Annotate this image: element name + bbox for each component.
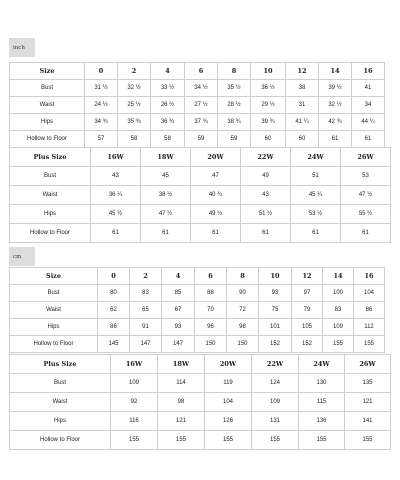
row-label: Hollow to Floor	[10, 131, 85, 148]
table-cell: 121	[345, 393, 391, 412]
plus-size-table-inch	[9, 147, 391, 243]
size-col-2: 2	[118, 63, 151, 80]
table-cell: 44 ¼	[352, 114, 385, 131]
size-col-12: 12	[292, 268, 323, 285]
table-cell: 43	[241, 186, 291, 205]
table-row	[10, 224, 391, 243]
table-header-row	[10, 63, 385, 80]
table-cell: 98	[227, 319, 259, 336]
size-col-4: 4	[162, 268, 195, 285]
row-label: Hips	[10, 412, 111, 431]
plus-size-table-cm	[9, 354, 391, 450]
table-cell: 34 ¾	[85, 114, 118, 131]
table-row	[10, 167, 391, 186]
table-cell: 101	[259, 319, 292, 336]
table-cell: 67	[162, 302, 195, 319]
table-cell: 55 ½	[341, 205, 391, 224]
table-cell: 109	[323, 319, 354, 336]
table-cell: 152	[259, 336, 292, 353]
table-cell: 104	[205, 393, 252, 412]
size-col-20w: 20W	[191, 148, 241, 167]
table-cell: 59	[218, 131, 251, 148]
table-cell: 29 ½	[251, 97, 286, 114]
table-cell: 96	[195, 319, 227, 336]
table-row	[10, 302, 385, 319]
size-col-2: 2	[130, 268, 162, 285]
table-header-row	[10, 148, 391, 167]
size-col-18w: 18W	[141, 148, 191, 167]
table-cell: 38 ¾	[218, 114, 251, 131]
table-cell: 70	[195, 302, 227, 319]
table-cell: 34	[352, 97, 385, 114]
table-cell: 51 ½	[241, 205, 291, 224]
size-col-14: 14	[319, 63, 352, 80]
plus-size-header: Plus Size	[10, 148, 91, 167]
table-cell: 97	[292, 285, 323, 302]
table-cell: 47 ½	[341, 186, 391, 205]
size-col-0: 0	[85, 63, 118, 80]
table-row	[10, 431, 391, 450]
table-cell: 28 ½	[218, 97, 251, 114]
table-cell: 93	[259, 285, 292, 302]
table-cell: 115	[299, 393, 345, 412]
table-cell: 114	[158, 374, 205, 393]
table-cell: 36 ¾	[151, 114, 185, 131]
table-row	[10, 393, 391, 412]
table-cell: 31 ½	[85, 80, 118, 97]
size-col-26w: 26W	[341, 148, 391, 167]
table-row	[10, 205, 391, 224]
size-col-8: 8	[218, 63, 251, 80]
table-cell: 100	[323, 285, 354, 302]
table-cell: 72	[227, 302, 259, 319]
table-cell: 150	[227, 336, 259, 353]
row-label: Hips	[10, 205, 91, 224]
table-cell: 90	[227, 285, 259, 302]
table-cell: 43	[91, 167, 141, 186]
table-cell: 58	[118, 131, 151, 148]
table-cell: 39 ¾	[251, 114, 286, 131]
table-row	[10, 412, 391, 431]
table-cell: 83	[130, 285, 162, 302]
size-col-24w: 24W	[291, 148, 341, 167]
table-cell: 62	[98, 302, 130, 319]
size-col-6: 6	[195, 268, 227, 285]
table-cell: 130	[299, 374, 345, 393]
table-cell: 75	[259, 302, 292, 319]
table-cell: 112	[354, 319, 385, 336]
table-cell: 126	[205, 412, 252, 431]
row-label: Waist	[10, 186, 91, 205]
table-cell: 93	[162, 319, 195, 336]
table-row	[10, 319, 385, 336]
size-col-14: 14	[323, 268, 354, 285]
table-cell: 57	[85, 131, 118, 148]
table-cell: 121	[158, 412, 205, 431]
table-cell: 37 ¾	[185, 114, 218, 131]
table-cell: 61	[91, 224, 141, 243]
table-cell: 45 ½	[91, 205, 141, 224]
table-cell: 32 ½	[118, 80, 151, 97]
row-label: Hollow to Floor	[10, 431, 111, 450]
size-header: Size	[10, 63, 85, 80]
table-cell: 49 ½	[191, 205, 241, 224]
row-label: Hips	[10, 319, 98, 336]
table-cell: 35 ½	[218, 80, 251, 97]
size-col-20w: 20W	[205, 355, 252, 374]
table-row	[10, 285, 385, 302]
table-cell: 38	[286, 80, 319, 97]
table-cell: 119	[205, 374, 252, 393]
table-cell: 47 ½	[141, 205, 191, 224]
table-cell: 27 ½	[185, 97, 218, 114]
table-cell: 41 ¼	[286, 114, 319, 131]
table-row	[10, 97, 385, 114]
plus-size-header: Plus Size	[10, 355, 111, 374]
size-col-6: 6	[185, 63, 218, 80]
table-cell: 124	[252, 374, 299, 393]
table-cell: 86	[98, 319, 130, 336]
row-label: Waist	[10, 393, 111, 412]
table-cell: 59	[185, 131, 218, 148]
table-cell: 32 ½	[319, 97, 352, 114]
row-label: Hollow to Floor	[10, 224, 91, 243]
table-cell: 45	[141, 167, 191, 186]
table-cell: 85	[162, 285, 195, 302]
table-cell: 34 ½	[185, 80, 218, 97]
table-cell: 36 ¼	[91, 186, 141, 205]
table-cell: 136	[299, 412, 345, 431]
size-col-8: 8	[227, 268, 259, 285]
size-col-0: 0	[98, 268, 130, 285]
table-cell: 86	[354, 302, 385, 319]
table-cell: 31	[286, 97, 319, 114]
table-cell: 91	[130, 319, 162, 336]
size-col-18w: 18W	[158, 355, 205, 374]
table-cell: 141	[345, 412, 391, 431]
table-cell: 61	[141, 224, 191, 243]
row-label: Bust	[10, 285, 98, 302]
table-cell: 79	[292, 302, 323, 319]
row-label: Waist	[10, 97, 85, 114]
table-cell: 58	[151, 131, 185, 148]
size-col-26w: 26W	[345, 355, 391, 374]
row-label: Bust	[10, 167, 91, 186]
row-label: Bust	[10, 80, 85, 97]
table-cell: 53 ½	[291, 205, 341, 224]
table-cell: 60	[286, 131, 319, 148]
size-col-10: 10	[259, 268, 292, 285]
table-cell: 53	[341, 167, 391, 186]
unit-label-inch: inch	[9, 38, 35, 57]
table-cell: 39 ½	[319, 80, 352, 97]
table-header-row	[10, 268, 385, 285]
table-cell: 147	[130, 336, 162, 353]
table-cell: 155	[299, 431, 345, 450]
table-cell: 35 ¾	[118, 114, 151, 131]
size-col-22w: 22W	[241, 148, 291, 167]
size-col-16: 16	[352, 63, 385, 80]
table-cell: 150	[195, 336, 227, 353]
table-cell: 47	[191, 167, 241, 186]
size-header: Size	[10, 268, 98, 285]
table-row	[10, 336, 385, 353]
table-cell: 26 ½	[151, 97, 185, 114]
table-cell: 42 ¾	[319, 114, 352, 131]
table-cell: 155	[252, 431, 299, 450]
table-cell: 131	[252, 412, 299, 431]
size-col-16w: 16W	[111, 355, 158, 374]
table-cell: 155	[158, 431, 205, 450]
table-cell: 60	[251, 131, 286, 148]
table-cell: 51	[291, 167, 341, 186]
table-cell: 25 ½	[118, 97, 151, 114]
table-row	[10, 186, 391, 205]
table-row	[10, 374, 391, 393]
table-cell: 155	[323, 336, 354, 353]
table-cell: 145	[98, 336, 130, 353]
table-cell: 135	[345, 374, 391, 393]
table-cell: 98	[158, 393, 205, 412]
size-col-4: 4	[151, 63, 185, 80]
table-cell: 116	[111, 412, 158, 431]
table-cell: 147	[162, 336, 195, 353]
table-cell: 83	[323, 302, 354, 319]
table-cell: 104	[354, 285, 385, 302]
size-col-16: 16	[354, 268, 385, 285]
row-label: Waist	[10, 302, 98, 319]
size-col-22w: 22W	[252, 355, 299, 374]
table-cell: 109	[111, 374, 158, 393]
table-cell: 92	[111, 393, 158, 412]
table-cell: 155	[354, 336, 385, 353]
size-col-24w: 24W	[299, 355, 345, 374]
size-table-cm	[9, 267, 385, 353]
table-row	[10, 131, 385, 148]
table-cell: 61	[352, 131, 385, 148]
row-label: Hips	[10, 114, 85, 131]
table-cell: 24 ½	[85, 97, 118, 114]
table-cell: 61	[241, 224, 291, 243]
table-cell: 152	[292, 336, 323, 353]
row-label: Hollow to Floor	[10, 336, 98, 353]
table-cell: 45 ¼	[291, 186, 341, 205]
table-cell: 40 ¾	[191, 186, 241, 205]
table-cell: 105	[292, 319, 323, 336]
table-cell: 155	[111, 431, 158, 450]
table-row	[10, 80, 385, 97]
table-cell: 88	[195, 285, 227, 302]
table-cell: 61	[319, 131, 352, 148]
table-cell: 155	[205, 431, 252, 450]
table-row	[10, 114, 385, 131]
unit-label-cm: cm	[9, 247, 35, 266]
table-cell: 65	[130, 302, 162, 319]
size-col-16w: 16W	[91, 148, 141, 167]
table-cell: 109	[252, 393, 299, 412]
size-table-inch	[9, 62, 385, 148]
table-cell: 61	[191, 224, 241, 243]
table-cell: 33 ½	[151, 80, 185, 97]
size-col-10: 10	[251, 63, 286, 80]
table-cell: 61	[291, 224, 341, 243]
row-label: Bust	[10, 374, 111, 393]
table-cell: 38 ½	[141, 186, 191, 205]
table-cell: 155	[345, 431, 391, 450]
size-col-12: 12	[286, 63, 319, 80]
table-cell: 49	[241, 167, 291, 186]
table-cell: 61	[341, 224, 391, 243]
table-cell: 80	[98, 285, 130, 302]
table-cell: 41	[352, 80, 385, 97]
table-header-row	[10, 355, 391, 374]
table-cell: 36 ½	[251, 80, 286, 97]
